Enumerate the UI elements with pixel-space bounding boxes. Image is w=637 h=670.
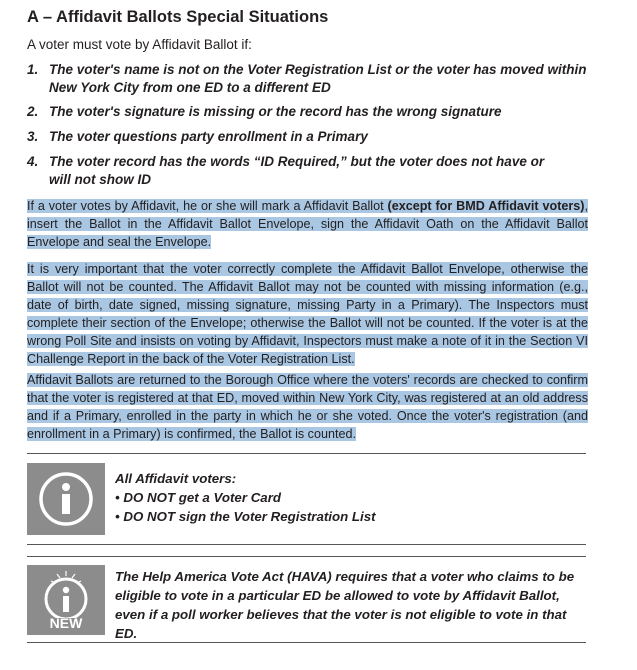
list-text: The voter record has the words “ID Required,” but the voter does not have or will not show ID (49, 154, 545, 187)
paragraph-bold-text: (except for BMD Affidavit voters) (387, 199, 585, 213)
paragraph-text: If a voter votes by Affidavit, he or she will mark a Affidavit Ballot (27, 199, 388, 213)
bullet-strong: DO NOT (123, 490, 176, 505)
list-number: 3. (27, 129, 39, 144)
section-title: A – Affidavit Ballots Special Situations (27, 8, 329, 26)
info-icon (27, 463, 105, 535)
new-info-icon (27, 565, 105, 635)
divider (27, 544, 586, 545)
paragraph-text: Affidavit Ballots are returned to the Borough Office where the voters' records are checked to confirm that the voter is registered at that ED, moved within New York City, was registered at an old address and if a Primary, enrolled in the party in which he or she voted. Once the voter's registration (and enrollment in a Primary) is confirmed, the Ballot is counted. (27, 373, 588, 441)
list-text: The voter's signature is missing or the record has the wrong signature (49, 104, 502, 119)
callout-affidavit-voters (115, 469, 585, 526)
paragraph-text: It is very important that the voter correctly complete the Affidavit Ballot Envelope, otherwise the Ballot will not be counted. The Affidavit Ballot may not be counted with missing information (e.g., date of birth, date signed, missing signature, missing Party in a Primary). The Inspectors must complete their section of the Envelope; otherwise the Ballot will not be counted. If the voter is at the wrong Poll Site and insists on voting by Affidavit, Inspectors must make a note of it in the Section VI Challenge Report in the back of the Voter Registration List. (27, 262, 588, 366)
paragraph-borough-office (27, 371, 588, 443)
divider (27, 453, 586, 454)
divider (27, 642, 586, 643)
bullet-text: sign the Voter Registration List (175, 509, 376, 524)
paragraph-affidavit-procedure (27, 197, 588, 251)
list-number: 2. (27, 104, 39, 119)
paragraph-text: , insert the Ballot in the Affidavit Ballot Envelope, sign the Affidavit Oath on the Affidavit Ballot Envelope and seal the Envelope. (27, 199, 588, 249)
callout-hava (115, 567, 585, 643)
bullet-strong: DO NOT (123, 509, 176, 524)
list-text: The voter's name is not on the Voter Registration List or the voter has moved within New York City from one ED to a different ED (49, 62, 587, 95)
intro-text: A voter must vote by Affidavit Ballot if: (27, 37, 252, 52)
bullet-item (115, 488, 585, 507)
bullet-item (115, 507, 585, 526)
divider (27, 556, 586, 557)
callout-heading: All Affidavit voters: (115, 471, 237, 486)
callout-text: The Help America Vote Act (HAVA) requires that a voter who claims to be eligible to vote in a particular ED be allowed to vote by Affidavit Ballot, even if a poll worker believes that the voter is not eligible to vote in that ED. (115, 569, 575, 641)
bullet-mark: • (115, 509, 120, 524)
bullet-mark: • (115, 490, 120, 505)
list-number: 4. (27, 154, 39, 169)
new-badge: NEW (49, 615, 83, 631)
list-number: 1. (27, 62, 39, 77)
list-text: The voter questions party enrollment in a Primary (49, 129, 368, 144)
bullet-text: get a Voter Card (175, 490, 281, 505)
paragraph-envelope-importance (27, 260, 588, 368)
